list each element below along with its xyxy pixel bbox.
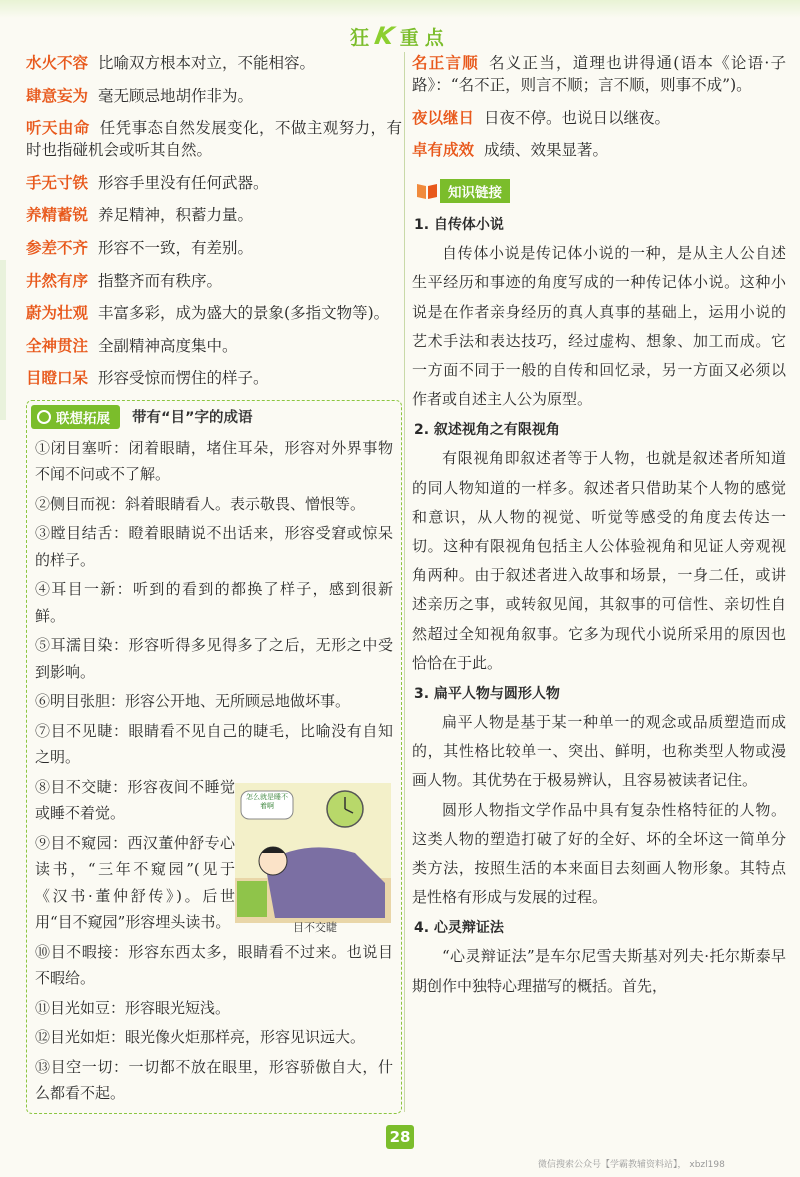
knowledge-section bbox=[412, 682, 786, 912]
idiom-term: 夜以继日 bbox=[412, 108, 475, 127]
brand-right: 重点 bbox=[399, 27, 450, 49]
section-heading: 1. 自传体小说 bbox=[414, 217, 504, 234]
idiom-entry bbox=[26, 172, 402, 194]
brand-logo bbox=[0, 22, 800, 50]
idiom-entry bbox=[26, 52, 402, 74]
idiom-term: 听天由命 bbox=[26, 119, 90, 138]
idiom-term: 全神贯注 bbox=[26, 336, 89, 355]
list-item: ⑫目光如炬：眼光像火炬那样亮，形容见识远大。 bbox=[35, 1028, 366, 1047]
list-item: ④耳目一新：听到的看到的都换了样子，感到很新鲜。 bbox=[35, 580, 393, 625]
column-divider bbox=[404, 52, 405, 1112]
page-header bbox=[0, 0, 800, 50]
idiom-entry bbox=[26, 204, 402, 226]
idiom-def: 丰富多彩，成为盛大的景象(多指文物等)。 bbox=[98, 304, 390, 323]
list-item: ⑬目空一切：一切都不放在眼里，形容骄傲自大，什么都看不起。 bbox=[35, 1057, 393, 1103]
idiom-def: 日夜不停。也说日以继夜。 bbox=[484, 108, 671, 127]
idiom-entry bbox=[26, 302, 402, 324]
knowledge-section bbox=[412, 418, 786, 678]
pillow bbox=[237, 881, 267, 917]
idiom-term: 蔚为壮观 bbox=[26, 304, 89, 323]
watermark: 微信搜索公众号【学霸教辅资料站】， xbzl198 bbox=[538, 1160, 725, 1170]
section-heading: 3. 扁平人物与圆形人物 bbox=[414, 686, 560, 703]
list-item: ⑥明目张胆：形容公开地、无所顾忌地做坏事。 bbox=[35, 692, 351, 711]
idiom-entry bbox=[26, 335, 402, 357]
page-number: 28 bbox=[386, 1125, 414, 1149]
section-paragraph: 有限视角即叙述者等于人物，也就是叙述者所知道的同人物知道的一样多。叙述者只借助某个人物的感觉和意识，从人物的视觉、听觉等感受的角度去传达一切。这种有限视角包括主人公体验视角和见证人旁观视角两种。由于叙述者进入故事和场景，一身二任，或讲述亲历之事，或转叙见闻，其叙事的可信性、亲切性自然超过全知视角叙事。它多为现代小说所采用的原因也恰恰在于此。 bbox=[412, 449, 786, 672]
header-band bbox=[0, 0, 800, 18]
idiom-list-left bbox=[26, 52, 402, 389]
list-item: ⑩目不暇接：形容东西太多，眼睛看不过来。也说目不暇给。 bbox=[35, 942, 393, 988]
illustration-caption: 目不交睫 bbox=[293, 920, 337, 934]
section-heading: 4. 心灵辩证法 bbox=[414, 920, 504, 937]
idiom-term: 手无寸铁 bbox=[26, 173, 89, 192]
association-badge-label: 联想拓展 bbox=[56, 410, 110, 427]
idiom-entry bbox=[26, 270, 402, 292]
idiom-term: 目瞪口呆 bbox=[26, 369, 89, 388]
idiom-term: 养精蓄锐 bbox=[26, 206, 89, 225]
association-subtitle: 带有“目”字的成语 bbox=[132, 410, 253, 427]
idiom-def: 养足精神，积蓄力量。 bbox=[98, 206, 254, 225]
list-item: ⑪目光如豆：形容眼光短浅。 bbox=[35, 998, 231, 1017]
idiom-def: 全副精神高度集中。 bbox=[98, 336, 238, 355]
idiom-def: 任凭事态自然发展变化，不做主观努力，有时也指碰机会或听其自然。 bbox=[26, 119, 402, 160]
idiom-term: 卓有成效 bbox=[412, 141, 475, 160]
list-item: ⑦目不见睫：眼睛看不见自己的睫毛，比喻没有自知之明。 bbox=[35, 721, 393, 767]
idiom-def: 形容手里没有任何武器。 bbox=[98, 173, 269, 192]
list-item: ②侧目而视：斜着眼睛看人。表示敬畏、憎恨等。 bbox=[35, 494, 366, 513]
idiom-def: 名义正当，道理也讲得通(语本《论语·子路》：“名不正，则言不顺；言不顺，则事不成”)。 bbox=[412, 54, 786, 94]
sleepless-illustration bbox=[235, 783, 391, 923]
book-right-page bbox=[428, 184, 437, 199]
list-item: ①闭目塞听：闭着眼睛，堵住耳朵，形容对外界事物不闻不问或不了解。 bbox=[35, 438, 393, 484]
association-box bbox=[26, 400, 402, 1114]
idiom-def: 形容受惊而愣住的样子。 bbox=[98, 369, 269, 388]
book-icon bbox=[416, 182, 438, 200]
section-paragraph: “心灵辩证法”是车尔尼雪夫斯基对列夫·托尔斯泰早期创作中独特心理描写的概括。首先， bbox=[412, 947, 786, 995]
association-title bbox=[31, 405, 393, 429]
right-column bbox=[412, 52, 786, 1001]
refresh-icon bbox=[37, 410, 51, 424]
section-heading: 2. 叙述视角之有限视角 bbox=[414, 422, 560, 439]
list-item: ⑨目不窥园：西汉董仲舒专心读书，“三年不窥园”(见于《汉书·董仲舒传》)。后世用“目不窥园”形容埋头读书。 bbox=[35, 833, 235, 932]
left-column bbox=[26, 52, 402, 1114]
idiom-term: 肆意妄为 bbox=[26, 86, 89, 105]
section-paragraph: 扁平人物是基于某一种单一的观念或品质塑造而成的，其性格比较单一、突出、鲜明，也称类型人物或漫画人物。其优势在于极易辨认，且容易被读者记住。 bbox=[412, 713, 786, 790]
brand-left: 狂 bbox=[350, 27, 376, 49]
idiom-term: 水火不容 bbox=[26, 54, 89, 72]
idiom-term: 井然有序 bbox=[26, 271, 89, 290]
list-item: ③瞠目结舌：瞪着眼睛说不出话来，形容受窘或惊呆的样子。 bbox=[35, 524, 393, 569]
idiom-def: 指整齐而有秩序。 bbox=[98, 271, 223, 290]
idiom-def: 毫无顾忌地胡作非为。 bbox=[98, 86, 254, 105]
idiom-entry bbox=[26, 237, 402, 259]
list-item: ⑤耳濡目染：形容听得多见得多了之后，无形之中受到影响。 bbox=[35, 636, 393, 681]
idiom-entry bbox=[26, 117, 402, 161]
speech-bubble-text: 怎么就是睡不着啊 bbox=[246, 792, 288, 810]
left-edge-tab bbox=[0, 260, 6, 420]
association-badge bbox=[31, 405, 120, 429]
list-item: ⑧目不交睫：形容夜间不睡觉或睡不着觉。 bbox=[35, 777, 235, 823]
knowledge-section bbox=[412, 213, 786, 414]
idiom-entry bbox=[412, 107, 786, 129]
section-paragraph: 圆形人物指文学作品中具有复杂性格特征的人物。这类人物的塑造打破了好的全好、坏的全坏这一简单分类方法，按照生活的本来面目去刻画人物形象。其特点是性格有形成与发展的过程。 bbox=[412, 800, 786, 907]
knowledge-section bbox=[412, 916, 786, 1000]
idiom-entry bbox=[412, 139, 786, 161]
idiom-entry bbox=[26, 85, 402, 107]
knowledge-badge bbox=[416, 179, 786, 203]
book-left-page bbox=[417, 184, 426, 199]
section-paragraph: 自传体小说是传记体小说的一种，是从主人公自述生平经历和事迹的角度写成的一种传记体小说。这种小说是在作者亲身经历的真人真事的基础上，运用小说的艺术手法和表达技巧，经过虚构、想象、加工而成。它一方面不同于一般的自传和回忆录，另一方面又必须以作者或自述主人公为原型。 bbox=[412, 244, 786, 409]
idiom-entry bbox=[412, 52, 786, 96]
idiom-entry bbox=[26, 367, 402, 389]
knowledge-badge-label: 知识链接 bbox=[440, 179, 510, 203]
brand-k: K bbox=[372, 22, 403, 50]
speech-bubble-text-wrap bbox=[243, 793, 291, 819]
idiom-term: 参差不齐 bbox=[26, 238, 89, 257]
idiom-def: 形容不一致，有差别。 bbox=[98, 238, 254, 257]
idiom-term: 名正言顺 bbox=[412, 54, 480, 72]
idiom-def: 成绩、效果显著。 bbox=[484, 141, 609, 160]
idiom-def: 比喻双方根本对立，不能相容。 bbox=[98, 54, 316, 72]
